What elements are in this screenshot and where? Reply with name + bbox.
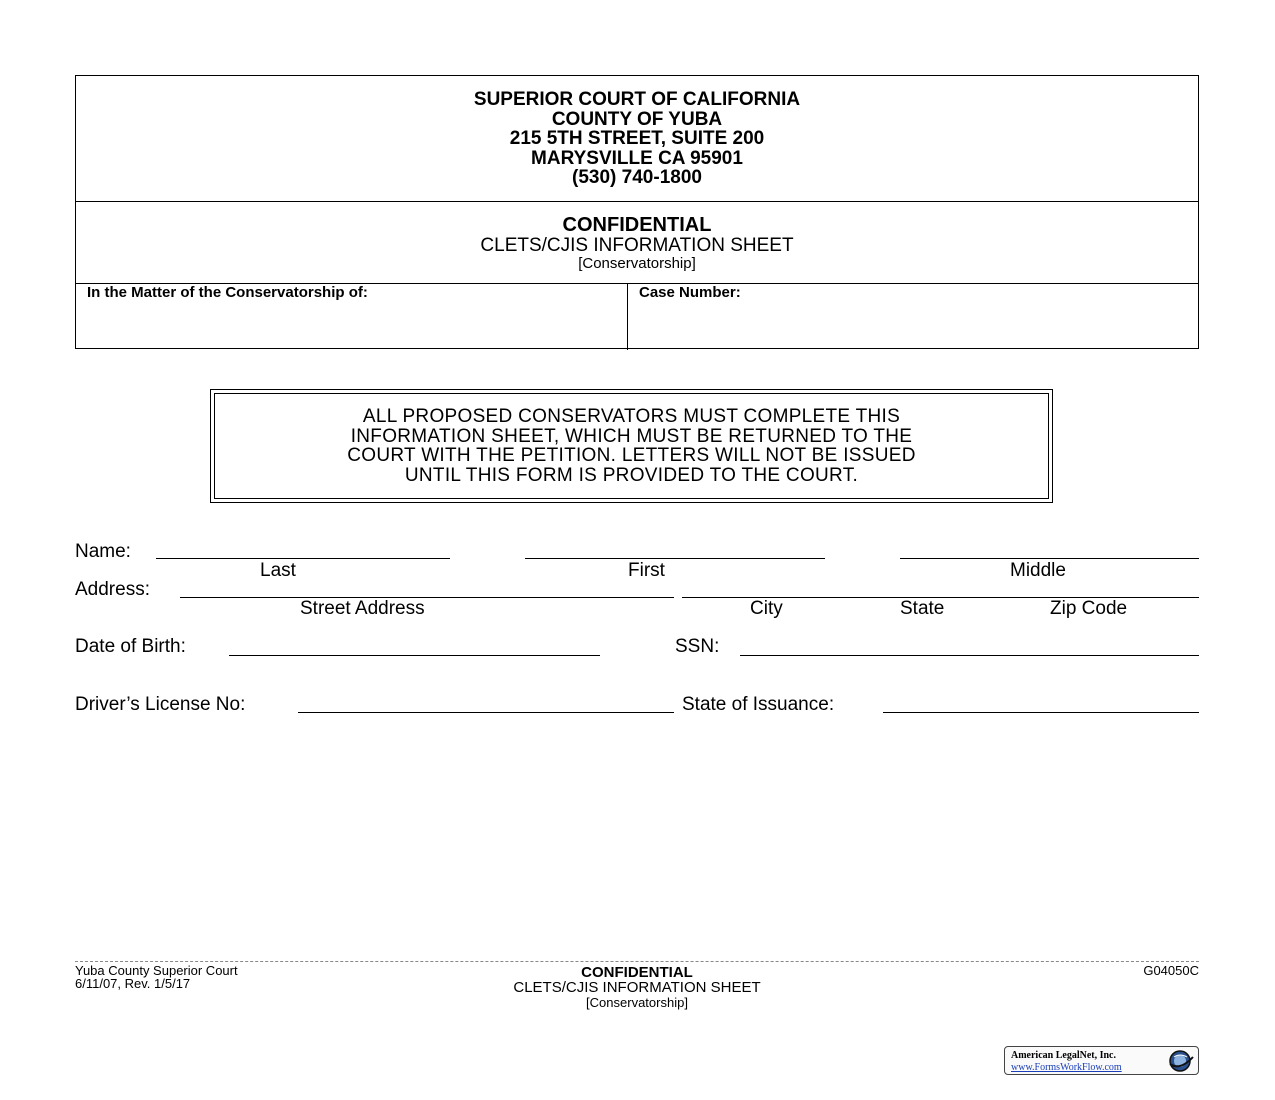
court-address-block [76,90,1198,188]
footer-form-code: G04050C [1143,963,1199,978]
notice-box [210,389,1053,503]
name-first-field[interactable] [525,558,825,559]
court-county: COUNTY OF YUBA [551,108,723,130]
footer-revision: 6/11/07, Rev. 1/5/17 [75,976,191,991]
notice-line: INFORMATION SHEET, WHICH MUST BE RETURNED TO THE [350,425,913,447]
state-of-issuance-label: State of Issuance: [682,694,835,715]
state-of-issuance-field[interactable] [883,712,1199,713]
logo-website-link[interactable]: www.FormsWorkFlow.com [1011,1062,1122,1073]
notice-line: ALL PROPOSED CONSERVATORS MUST COMPLETE THIS [362,406,901,427]
state-caption: State [900,598,945,619]
street-address-field[interactable] [180,597,674,598]
court-phone: (530) 740-1800 [572,167,702,188]
court-name: SUPERIOR COURT OF CALIFORNIA [473,89,801,110]
logo-company-name: American LegalNet, Inc. [1011,1050,1116,1061]
drivers-license-field[interactable] [298,712,674,713]
form-type: [Conservatorship] [578,255,696,272]
notice-text [252,407,1012,485]
footer-form-type: [Conservatorship] [586,995,688,1010]
street-address-caption: Street Address [300,598,425,619]
footer-title: CONFIDENTIAL [581,964,693,981]
notice-line: UNTIL THIS FORM IS PROVIDED TO THE COURT. [404,464,859,486]
footer-court: Yuba County Superior Court [75,963,238,978]
zip-code-caption: Zip Code [1050,598,1128,619]
name-label: Name: [75,541,131,562]
notice-inner-border [214,393,1049,499]
globe-logo-icon [1163,1049,1197,1073]
date-of-birth-label: Date of Birth: [75,636,186,657]
column-divider [627,283,628,350]
header-divider [76,201,1198,202]
name-middle-field[interactable] [900,558,1199,559]
form-subtitle: CLETS/CJIS INFORMATION SHEET [480,235,794,256]
court-street: 215 5TH STREET, SUITE 200 [509,128,765,149]
name-first-caption: First [628,560,665,581]
footer-rule [75,961,1199,962]
ssn-field[interactable] [740,655,1199,656]
name-middle-caption: Middle [1010,560,1066,581]
address-label: Address: [75,579,150,600]
conservatorship-matter-label: In the Matter of the Conservatorship of: [87,284,368,301]
case-number-label: Case Number: [639,284,741,301]
footer-subtitle: CLETS/CJIS INFORMATION SHEET [513,979,761,996]
notice-line: COURT WITH THE PETITION. LETTERS WILL NOT BE ISSUED [347,445,916,466]
ssn-label: SSN: [675,636,720,657]
drivers-license-label: Driver’s License No: [75,694,246,715]
name-last-caption: Last [260,560,296,581]
court-city: MARYSVILLE CA 95901 [531,147,743,169]
form-title: CONFIDENTIAL [562,214,712,236]
court-header-box [75,75,1199,349]
name-last-field[interactable] [156,558,450,559]
american-legalnet-logo[interactable] [1004,1046,1199,1075]
city-caption: City [750,598,783,619]
date-of-birth-field[interactable] [229,655,600,656]
